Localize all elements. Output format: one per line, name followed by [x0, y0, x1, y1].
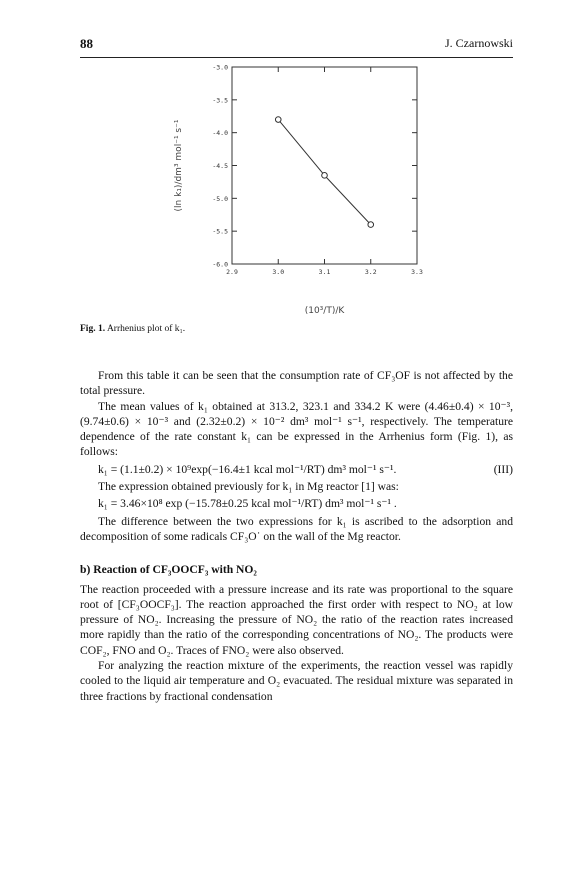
section-heading-b: b) Reaction of CF₃OOCF₃ with NO₂	[80, 563, 257, 577]
x-tick-label: 3.1	[318, 268, 331, 276]
header-rule	[80, 57, 513, 58]
data-point	[322, 173, 328, 179]
paragraph-1: From this table it can be seen that the consumption rate of CF₃OF is not affected by the total pressure.	[80, 369, 513, 398]
x-tick-label: 3.2	[364, 268, 377, 276]
equation-iii-tag: (III)	[493, 462, 513, 476]
plot-frame	[232, 67, 417, 264]
page-header	[80, 36, 513, 56]
figure-caption	[80, 324, 185, 334]
equation-iii	[80, 462, 513, 477]
x-tick-label: 2.9	[226, 268, 238, 276]
y-tick-label: -4.0	[212, 129, 228, 138]
y-tick-label: -6.0	[212, 260, 228, 269]
data-point	[368, 222, 374, 228]
y-axis-label: (ln k₁)/dm³ mol⁻¹ s⁻¹	[174, 119, 184, 212]
data-point	[275, 117, 281, 123]
y-tick-label: -5.0	[212, 194, 228, 203]
y-tick-label: -3.0	[212, 63, 228, 72]
paragraph-6: For analyzing the reaction mixture of the experiments, the reaction vessel was rapidly cooled to the liquid air temperature and O₂ evacuated. The residual mixture was separated in three fractions by fractional condensation	[80, 659, 513, 703]
equation-mg: k₁ = 3.46×10⁸ exp (−15.78±0.25 kcal mol⁻¹/RT) dm³ mol⁻¹ s⁻¹ .	[98, 497, 397, 511]
x-axis-label: (10³/T)/K	[304, 306, 345, 316]
series-line-segment	[325, 175, 371, 224]
running-author: J. Czarnowski	[445, 36, 513, 50]
paragraph-5: The reaction proceeded with a pressure increase and its rate was proportional to the square root of [CF₃OOCF₃]. The reaction approached the first order with respect to NO₂ at low pressure of NO₂. Increasing the pressure of NO₂ the ratio of the reaction rates increased more rapidly than the ratio of the corresponding concentrations of NO₂. The products were COF₂, FNO and O₂. Traces of FNO₂ were also observed.	[80, 582, 513, 657]
y-tick-label: -3.5	[212, 96, 228, 105]
y-tick-label: -4.5	[212, 162, 228, 170]
x-tick-label: 3.0	[272, 268, 285, 276]
paragraph-2: The mean values of k₁ obtained at 313.2, 323.1 and 334.2 K were (4.46±0.4) × 10⁻³, (9.74±0.6) × 10⁻³ and (2.32±0.2) × 10⁻² dm³ mol⁻¹ s⁻¹, respectively. The temperature dependence of the rate constant k₁ can be expressed in the Arrhenius form (Fig. 1), as follows:	[80, 399, 513, 459]
page-number: 88	[80, 36, 93, 51]
equation-iii-text: k₁ = (1.1±0.2) × 10⁹exp(−16.4±1 kcal mol⁻¹/RT) dm³ mol⁻¹ s⁻¹.	[98, 462, 397, 476]
paragraph-4: The difference between the two expressions for k₁ is ascribed to the adsorption and decomposition of some radicals CF₃O˙ on the wall of the Mg reactor.	[80, 514, 513, 543]
paragraph-3: The expression obtained previously for k₁ in Mg reactor [1] was:	[98, 480, 399, 494]
y-tick-label: -5.5	[212, 227, 228, 236]
figure-label: Fig. 1.	[80, 324, 106, 334]
series-line-segment	[278, 120, 324, 176]
article-body	[80, 368, 513, 704]
arrhenius-plot	[150, 60, 450, 320]
figure-caption-text: Arrhenius plot of k₁.	[106, 324, 186, 334]
x-tick-label: 3.3	[411, 268, 423, 276]
